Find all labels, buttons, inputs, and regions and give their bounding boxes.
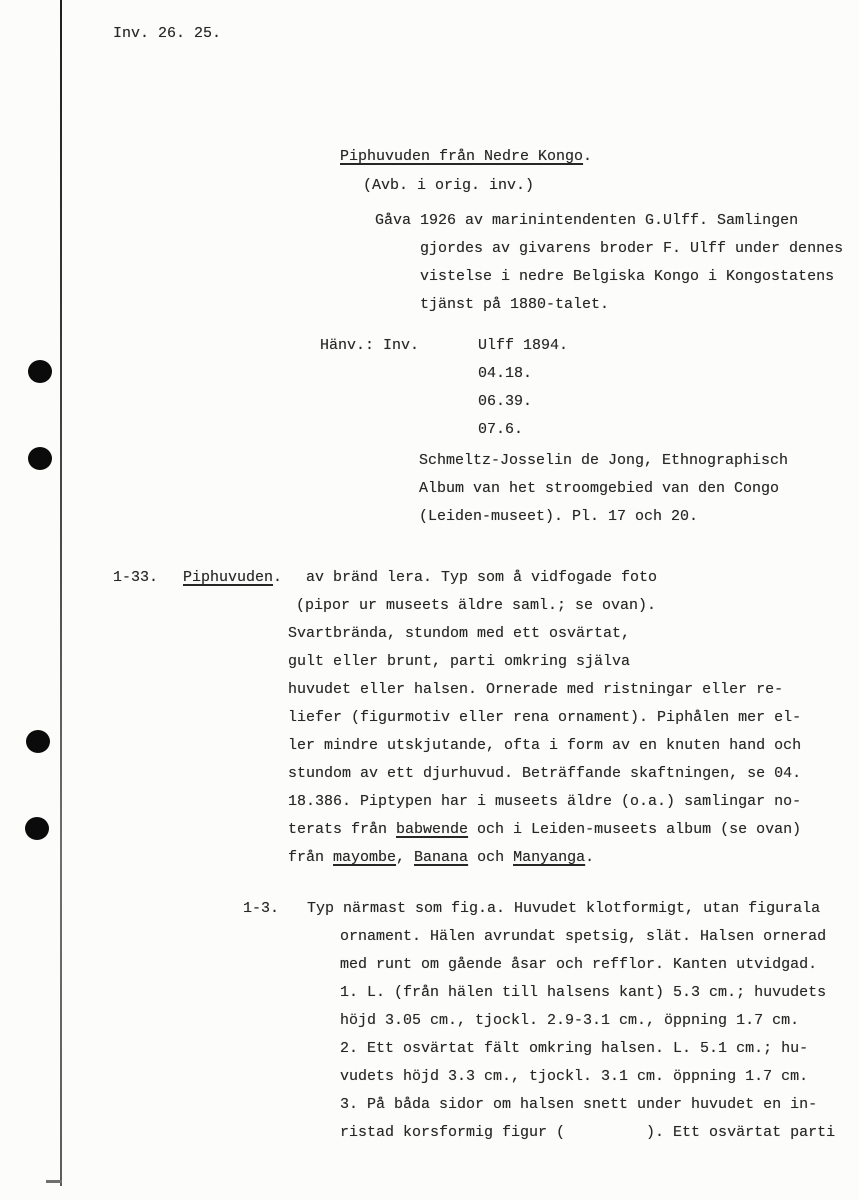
text-segment: och [468,849,514,866]
text-line: Svartbrända, stundom med ett osvärtat, [288,625,631,642]
text-line: Schmeltz-Josselin de Jong, Ethnographisch [419,452,789,469]
literature-citation [419,447,788,531]
text-segment: , [396,849,415,866]
text-line: av bränd lera. Typ som å vidfogade foto [306,569,658,586]
entry-keyword-period: . [273,569,283,586]
binder-line-foot [46,1180,62,1183]
entry-1-3-body [307,895,835,1147]
page-title-text: Piphuvuden från Nedre Kongo [340,148,584,165]
text-line: (pipor ur museets äldre saml.; se ovan). [296,597,657,614]
text-line: gult eller brunt, parti omkring själva [288,653,631,670]
reference-item: Ulff 1894. [478,337,569,354]
text-line: 2. Ett osvärtat fält omkring halsen. L. 5.1 cm.; hu- [340,1040,809,1057]
text-line: huvudet eller halsen. Ornerade med ristningar eller re- [288,681,784,698]
text-segment: terats från [288,821,397,838]
underlined-term: Manyanga [513,849,586,866]
underlined-term: babwende [396,821,469,838]
page-subtitle: (Avb. i orig. inv.) [363,177,535,194]
provenance-paragraph [375,207,843,319]
entry-number: 1-3. [243,900,280,917]
entry-1-33-body [288,564,801,872]
text-segment: . [585,849,595,866]
text-line: ler mindre utskjutande, ofta i form av en knuten hand och [288,737,802,754]
text-line: höjd 3.05 cm., tjockl. 2.9-3.1 cm., öppning 1.7 cm. [340,1012,800,1029]
text-line: med runt om gående åsar och refflor. Kanten utvidgad. [340,956,818,973]
text-line [288,816,801,844]
text-line: 18.386. Piptypen har i museets äldre (o.a.) samlingar no- [288,793,802,810]
text-line: 3. På båda sidor om halsen snett under huvudet en in- [340,1096,818,1113]
entry-number: 1-33. [113,569,159,586]
reference-item: 06.39. [478,393,533,410]
text-line: 1. L. (från hälen till halsens kant) 5.3 cm.; huvudets [340,984,827,1001]
page-title-period: . [583,148,593,165]
underlined-term: Banana [414,849,469,866]
references-label: Hänv.: Inv. [320,337,420,354]
entry-keyword-text: Piphuvuden [183,569,274,586]
text-segment: och i Leiden-museets album (se ovan) [468,821,802,838]
inventory-number: Inv. 26. 25. [113,25,222,42]
punch-hole [28,360,52,383]
text-line: stundom av ett djurhuvud. Beträffande skaftningen, se 04. [288,765,802,782]
binder-line [60,0,62,1186]
text-line: gjordes av givarens broder F. Ulff under dennes [420,240,844,257]
text-line: vudets höjd 3.3 cm., tjockl. 3.1 cm. öppning 1.7 cm. [340,1068,809,1085]
text-line: Gåva 1926 av marinintendenten G.Ulff. Samlingen [375,212,799,229]
text-segment: från [288,849,334,866]
text-line: ristad korsformig figur ( ). Ett osvärtat parti [340,1124,836,1141]
reference-item: 07.6. [478,421,524,438]
punch-hole [25,817,49,840]
page-title [340,143,592,171]
text-line [288,844,801,872]
text-line: ornament. Hälen avrundat spetsig, slät. Halsen ornerad [340,928,827,945]
text-line: liefer (figurmotiv eller rena ornament). Piphålen mer el- [288,709,802,726]
punch-hole [28,447,52,470]
punch-hole [26,730,50,753]
text-line: vistelse i nedre Belgiska Kongo i Kongostatens [420,268,835,285]
text-line: (Leiden-museet). Pl. 17 och 20. [419,508,699,525]
underlined-term: mayombe [333,849,397,866]
text-line: tjänst på 1880-talet. [420,296,610,313]
text-line: Typ närmast som fig.a. Huvudet klotformigt, utan figurala [307,900,821,917]
text-line: Album van het stroomgebied van den Congo [419,480,780,497]
entry-keyword [183,564,282,592]
references-list [478,332,568,444]
reference-item: 04.18. [478,365,533,382]
